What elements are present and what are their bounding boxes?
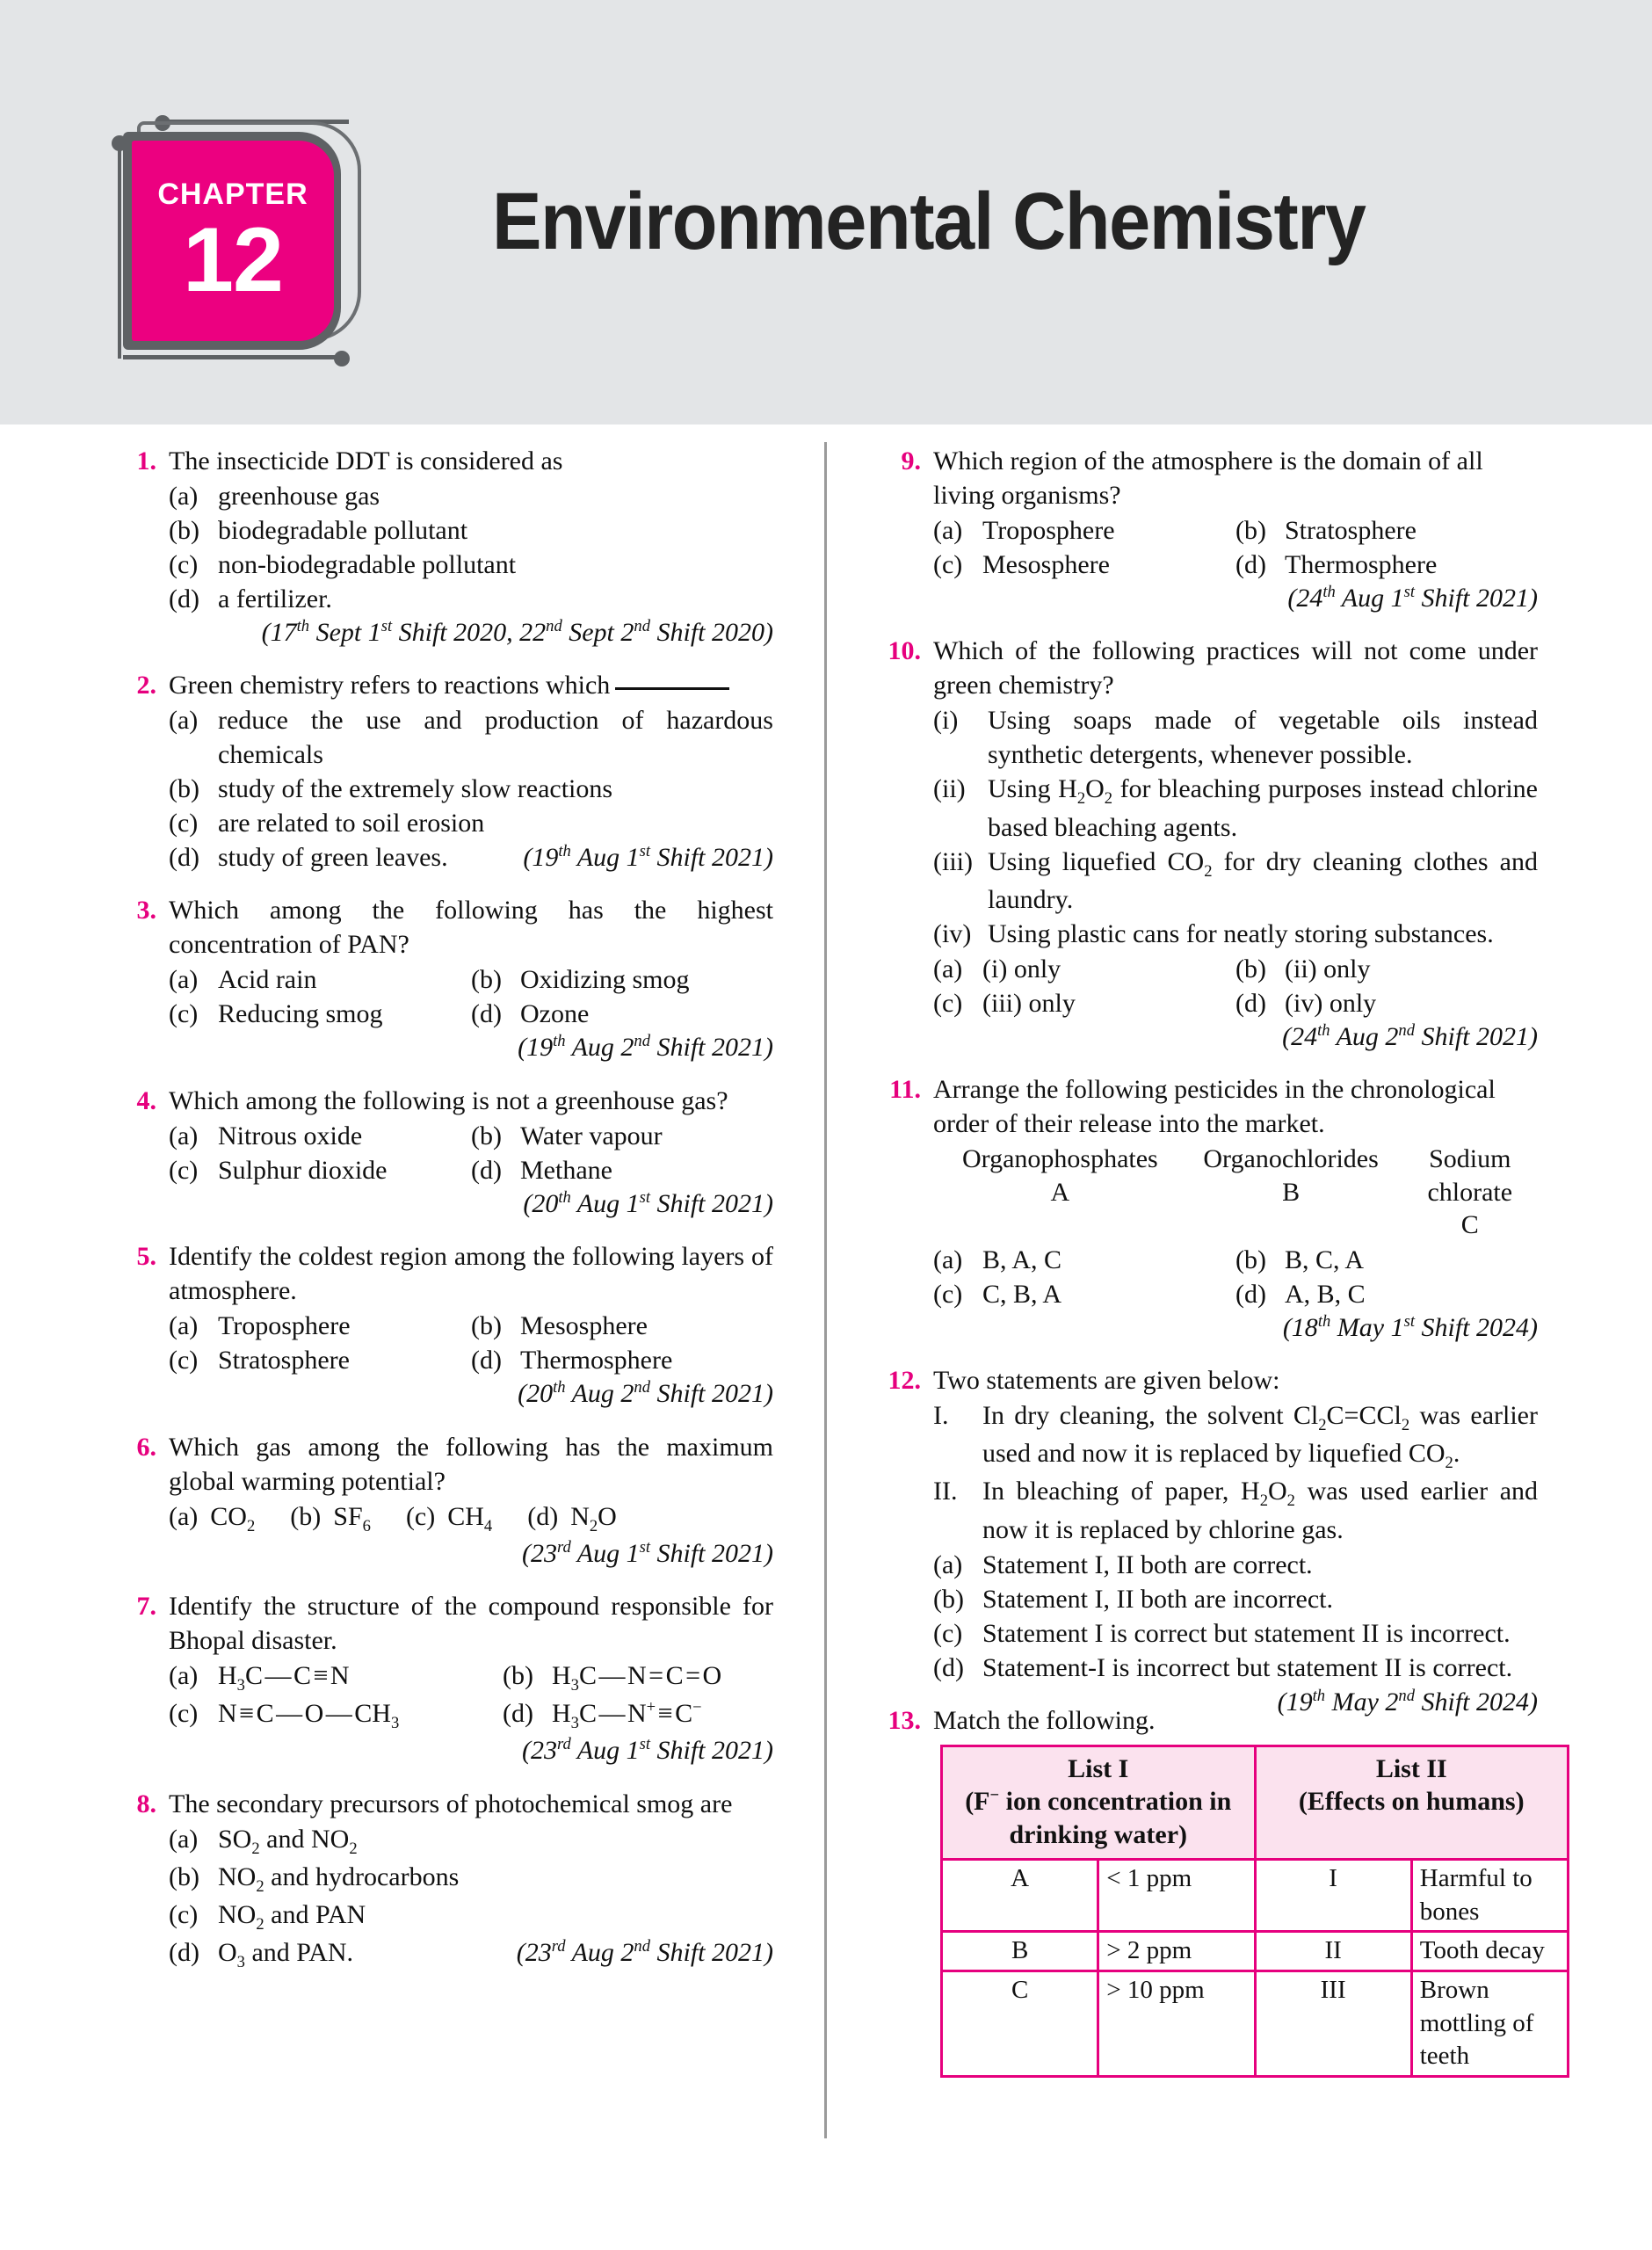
- option-text: biodegradable pollutant: [218, 516, 468, 545]
- row-value-right: Harmful to bones: [1411, 1860, 1568, 1932]
- option-d[interactable]: [933, 1651, 1538, 1717]
- question-source: (23rd Aug 2nd Shift 2021): [496, 1937, 773, 1968]
- question-1: [105, 444, 773, 650]
- question-stem: Which region of the atmosphere is the domain of all living organisms?: [933, 446, 1483, 510]
- option-label: (a): [933, 954, 963, 983]
- option-grid: [169, 1309, 773, 1377]
- option-grid: [169, 1119, 773, 1187]
- pesticide-diagram: [940, 1143, 1538, 1242]
- option-text: C, B, A: [982, 1279, 1062, 1309]
- badge-dot-bottom-icon: [334, 351, 350, 367]
- option-text: Troposphere: [218, 1311, 351, 1341]
- option-list: [933, 1548, 1538, 1717]
- list-ii-subtitle: (Effects on humans): [1298, 1787, 1525, 1817]
- question-number: 10.: [888, 636, 921, 666]
- list-i-header: [942, 1746, 1256, 1860]
- row-key-right: II: [1255, 1932, 1411, 1971]
- option-text: (iii) only: [982, 988, 1076, 1018]
- option-c[interactable]: [933, 548, 1235, 582]
- question-source: (23rd Aug 1st Shift 2021): [521, 1735, 773, 1766]
- option-list: [169, 479, 773, 616]
- question-source: (20th Aug 1st Shift 2021): [523, 1187, 773, 1218]
- list-ii-title: List II: [1375, 1753, 1447, 1783]
- question-number: 4.: [136, 1085, 156, 1115]
- question-number: 8.: [136, 1789, 156, 1818]
- statement-iv: [933, 917, 1538, 951]
- question-number: 3.: [136, 896, 156, 925]
- option-text: Sulphur dioxide: [218, 1155, 388, 1185]
- option-text: study of green leaves.: [218, 843, 448, 873]
- table-row: [942, 1971, 1569, 2077]
- option-a[interactable]: [933, 1243, 1235, 1277]
- row-value-right: Brown mottling of teeth: [1411, 1971, 1568, 2077]
- option-b[interactable]: [503, 1658, 773, 1696]
- option-c[interactable]: [169, 806, 773, 840]
- option-c[interactable]: [169, 1153, 471, 1187]
- list-i-subtitle: (F− ion concentration in drinking water): [965, 1786, 1232, 1849]
- option-text: Reducing smog: [218, 999, 383, 1029]
- option-text: are related to soil erosion: [218, 809, 485, 838]
- option-text: Statement I is correct but statement II is incorrect.: [982, 1618, 1511, 1648]
- option-grid: [933, 1243, 1538, 1311]
- option-label: (c): [933, 1618, 963, 1648]
- option-a[interactable]: [933, 952, 1235, 986]
- option-text: Thermosphere: [520, 1346, 673, 1375]
- option-text: Acid rain: [218, 965, 317, 995]
- row-key-right: I: [1255, 1860, 1411, 1932]
- pesticide-name: Organochlorides: [1203, 1144, 1379, 1174]
- question-source: (19th Aug 1st Shift 2021): [503, 842, 773, 873]
- option-c[interactable]: [169, 1343, 471, 1377]
- option-b[interactable]: [1235, 952, 1538, 986]
- option-text: $H_3C$ — N = C = O: [552, 1661, 722, 1695]
- pesticide-name: Organophosphates: [961, 1144, 1158, 1174]
- option-c[interactable]: [406, 1499, 492, 1537]
- option-label: (a): [169, 1661, 199, 1691]
- option-label: (c): [169, 1346, 199, 1375]
- option-d[interactable]: [471, 1153, 773, 1187]
- option-label: (b): [471, 1311, 502, 1341]
- option-text: Statement-I is incorrect but statement II is correct. (19th May 2nd Shift 2024): [982, 1653, 1512, 1682]
- option-label: (a): [933, 1550, 963, 1579]
- option-label: (a): [933, 1245, 963, 1274]
- column-divider: [824, 442, 827, 2138]
- option-d[interactable]: [169, 1935, 773, 1973]
- fill-blank: [615, 687, 729, 690]
- option-label: (b): [1235, 516, 1266, 545]
- statement-text: Using $H_2O_2$ for bleaching purposes instead chlorine based bleaching agents.: [988, 774, 1538, 842]
- option-b[interactable]: [471, 1119, 773, 1153]
- statement-label: (i): [933, 706, 959, 736]
- option-text: reduce the use and production of hazardous chemicals: [218, 706, 773, 770]
- question-source: (23rd Aug 1st Shift 2021): [521, 1537, 773, 1568]
- option-text: (ii) only: [1285, 954, 1371, 983]
- option-d[interactable]: [1235, 986, 1538, 1020]
- option-label: (c): [169, 1155, 199, 1185]
- option-label: (a): [169, 482, 199, 511]
- question-source: (17th Sept 1st Shift 2020, 22nd Sept 2nd Shift 2020): [261, 617, 773, 647]
- question-source: (19th May 2nd Shift 2024): [1231, 1686, 1538, 1717]
- option-label: (d): [471, 999, 502, 1029]
- question-stem: Which among the following has the highest concentration of PAN?: [169, 896, 773, 960]
- option-text: $SO_2$ and $NO_2$: [218, 1824, 358, 1858]
- question-stem: Which among the following is not a greenhouse gas?: [169, 1085, 728, 1115]
- table-row: [942, 1860, 1569, 1932]
- option-text: Ozone: [520, 999, 590, 1029]
- option-text: $SF_6$: [333, 1501, 371, 1535]
- option-c[interactable]: [933, 1277, 1235, 1311]
- option-label: (a): [933, 516, 963, 545]
- option-text: Methane: [520, 1155, 612, 1185]
- option-label: (b): [1235, 954, 1266, 983]
- option-label: (d): [1235, 988, 1266, 1018]
- option-label: (b): [169, 1862, 199, 1892]
- statement-list: [933, 1398, 1538, 1547]
- statement-label: (ii): [933, 774, 966, 804]
- option-label: (d): [169, 1938, 199, 1968]
- question-stem: Which of the following practices will not come under green chemistry?: [933, 636, 1538, 700]
- option-b[interactable]: [933, 1582, 1538, 1616]
- option-d[interactable]: [1235, 1277, 1538, 1311]
- option-label: (a): [169, 706, 199, 736]
- option-d[interactable]: [1235, 548, 1538, 582]
- question-number: 11.: [889, 1075, 921, 1105]
- option-row: [169, 1499, 773, 1537]
- row-key-right: III: [1255, 1971, 1411, 2077]
- statement-i: [933, 703, 1538, 772]
- option-b[interactable]: [169, 513, 773, 548]
- option-b[interactable]: [169, 772, 773, 806]
- option-grid: [933, 952, 1538, 1020]
- option-a[interactable]: [169, 479, 773, 513]
- option-label: (b): [503, 1661, 533, 1691]
- question-13: [870, 1703, 1545, 2079]
- option-text: A, B, C: [1285, 1279, 1366, 1309]
- option-text: Statement I, II both are correct.: [982, 1550, 1313, 1579]
- statement-ii: [933, 1474, 1538, 1546]
- option-list: [169, 1822, 773, 1974]
- pesticide-c: [1402, 1143, 1538, 1242]
- badge-rule-left: [118, 141, 121, 359]
- option-text: study of the extremely slow reactions: [218, 774, 613, 804]
- option-text: B, C, A: [1285, 1245, 1365, 1274]
- statement-label: II.: [933, 1477, 958, 1506]
- row-value-left: > 2 ppm: [1098, 1932, 1255, 1971]
- option-text: $CO_2$: [210, 1501, 256, 1535]
- table-row: [942, 1932, 1569, 1971]
- option-label: (d): [1235, 550, 1266, 579]
- statement-text: Using liquefied $CO_2$ for dry cleaning clothes and laundry.: [988, 846, 1538, 914]
- left-column: [105, 444, 773, 1992]
- option-text: Water vapour: [520, 1121, 663, 1150]
- pesticide-b: [1180, 1143, 1402, 1242]
- option-text: (iv) only: [1285, 988, 1377, 1018]
- question-5: [105, 1239, 773, 1411]
- option-text: Stratosphere: [1285, 516, 1417, 545]
- option-text: Statement I, II both are incorrect.: [982, 1584, 1333, 1614]
- option-label: (b): [290, 1501, 322, 1531]
- question-number: 7.: [136, 1592, 156, 1622]
- option-label: (c): [405, 1501, 436, 1531]
- option-d[interactable]: [169, 582, 773, 616]
- match-table: [940, 1745, 1569, 2079]
- option-text: $CH_4$: [447, 1501, 493, 1535]
- question-9: [870, 444, 1538, 615]
- question-stem: Arrange the following pesticides in the chronological order of their release into the market.: [933, 1075, 1496, 1139]
- option-label: (b): [933, 1584, 964, 1614]
- pesticide-a: [940, 1143, 1180, 1242]
- option-d[interactable]: [471, 997, 773, 1031]
- option-c[interactable]: [933, 986, 1235, 1020]
- statement-i: [933, 1398, 1538, 1474]
- option-label: (d): [503, 1699, 533, 1729]
- list-i-title: List I: [1068, 1753, 1129, 1783]
- option-label: (c): [933, 550, 963, 579]
- chapter-number: 12: [183, 209, 283, 311]
- page-title: Environmental Chemistry: [492, 177, 1366, 266]
- question-number: 5.: [136, 1242, 156, 1272]
- option-a[interactable]: [169, 962, 471, 997]
- table-header: [942, 1746, 1569, 1860]
- option-label: (b): [169, 516, 199, 545]
- option-b[interactable]: [471, 962, 773, 997]
- option-label: (c): [169, 550, 199, 579]
- option-text: greenhouse gas: [218, 482, 380, 511]
- statement-text: In bleaching of paper, $H_2O_2$ was used earlier and now it is replaced by chlorine gas.: [982, 1477, 1539, 1544]
- question-source: (20th Aug 2nd Shift 2021): [518, 1378, 773, 1409]
- question-stem: The secondary precursors of photochemical smog are: [169, 1789, 733, 1818]
- chapter-badge: [104, 104, 376, 359]
- option-label: (a): [169, 1311, 199, 1341]
- option-text: Thermosphere: [1285, 550, 1438, 579]
- option-text: $NO_2$ and hydrocarbons: [218, 1862, 460, 1897]
- row-key-left: A: [942, 1860, 1098, 1932]
- option-label: (a): [169, 1824, 199, 1854]
- question-2: [105, 668, 773, 875]
- statement-text: In dry cleaning, the solvent $Cl_2C=CCl_2$ was earlier used and now it is replaced by liquefied $CO_2$.: [982, 1401, 1538, 1473]
- pesticide-letter: A: [1050, 1177, 1070, 1207]
- question-8: [105, 1787, 773, 1974]
- option-b[interactable]: [1235, 513, 1538, 548]
- option-label: (c): [169, 1699, 199, 1729]
- badge-tile: [132, 141, 334, 341]
- option-label: (b): [471, 1121, 502, 1150]
- list-ii-header: [1255, 1746, 1569, 1860]
- question-source: (18th May 1st Shift 2024): [1282, 1311, 1538, 1342]
- option-label: (c): [169, 999, 199, 1029]
- pesticide-name: Sodium chlorate: [1427, 1144, 1513, 1207]
- option-a[interactable]: [933, 513, 1235, 548]
- option-text: $H_3C$ — C ≡ N: [218, 1661, 350, 1695]
- option-d[interactable]: [527, 1499, 617, 1537]
- statement-text: Using soaps made of vegetable oils instead synthetic detergents, whenever possible.: [988, 706, 1538, 770]
- option-text: N ≡ C — O — $CH_3$: [218, 1699, 400, 1733]
- question-source: (24th Aug 1st Shift 2021): [1287, 583, 1538, 613]
- option-text: Nitrous oxide: [218, 1121, 363, 1150]
- statement-ii: [933, 772, 1538, 844]
- pesticide-letter: B: [1282, 1177, 1301, 1207]
- statement-label: (iv): [933, 918, 972, 948]
- option-label: (b): [1235, 1245, 1266, 1274]
- row-key-left: B: [942, 1932, 1098, 1971]
- option-a[interactable]: [169, 1309, 471, 1343]
- option-label: (d): [933, 1652, 964, 1682]
- option-text: Stratosphere: [218, 1346, 350, 1375]
- option-a[interactable]: [933, 1548, 1538, 1582]
- question-3: [105, 893, 773, 1064]
- badge-rule-bottom: [123, 355, 343, 359]
- row-value-right: Tooth decay: [1411, 1932, 1568, 1971]
- statement-label: I.: [933, 1401, 949, 1431]
- row-value-left: > 10 ppm: [1098, 1971, 1255, 2077]
- option-text: non-biodegradable pollutant: [218, 550, 517, 579]
- option-label: (a): [169, 965, 199, 995]
- option-text: Mesosphere: [982, 550, 1110, 579]
- option-grid: [169, 1658, 773, 1734]
- question-stem: Match the following.: [933, 1705, 1156, 1735]
- question-number: 12.: [888, 1366, 921, 1396]
- question-stem-text: Green chemistry refers to reactions which: [169, 671, 611, 700]
- option-label: (c): [933, 988, 963, 1018]
- question-source: (24th Aug 2nd Shift 2021): [1282, 1020, 1538, 1051]
- chapter-header-band: [0, 0, 1652, 425]
- option-text: Oxidizing smog: [520, 965, 690, 995]
- option-text: a fertilizer.: [218, 584, 332, 613]
- option-a[interactable]: [169, 1499, 255, 1537]
- option-c[interactable]: [933, 1616, 1538, 1651]
- option-text: $N_2O$: [570, 1501, 617, 1535]
- question-stem: Identify the coldest region among the following layers of atmosphere.: [169, 1242, 773, 1306]
- statement-iii: [933, 845, 1538, 917]
- question-number: 1.: [136, 446, 156, 475]
- option-text: (i) only: [982, 954, 1061, 983]
- question-11: [870, 1072, 1538, 1345]
- option-c[interactable]: [169, 548, 773, 582]
- option-text: B, A, C: [982, 1245, 1062, 1274]
- pesticide-letter: C: [1460, 1210, 1479, 1240]
- question-10: [870, 634, 1538, 1054]
- option-grid: [933, 513, 1538, 582]
- right-column: [870, 444, 1545, 2096]
- option-c[interactable]: [169, 997, 471, 1031]
- option-label: (d): [169, 843, 199, 873]
- row-key-left: C: [942, 1971, 1098, 2077]
- option-text: $NO_2$ and PAN: [218, 1900, 366, 1934]
- option-d[interactable]: [503, 1696, 773, 1734]
- option-a[interactable]: [169, 703, 773, 772]
- option-b[interactable]: [290, 1499, 371, 1537]
- option-text: Troposphere: [982, 516, 1115, 545]
- question-stem: Which gas among the following has the maximum global warming potential?: [169, 1432, 773, 1496]
- question-stem: The insecticide DDT is considered as: [169, 446, 563, 475]
- option-label: (d): [169, 584, 199, 613]
- option-list: [169, 703, 773, 875]
- question-12: [870, 1363, 1539, 1717]
- option-label: (d): [471, 1155, 502, 1185]
- option-text: $O_3$ and PAN.: [218, 1938, 354, 1972]
- question-number: 2.: [136, 671, 156, 700]
- table-body: [942, 1860, 1569, 2077]
- chapter-word: CHAPTER: [157, 178, 308, 211]
- option-label: (b): [471, 965, 502, 995]
- question-stem: Two statements are given below:: [933, 1366, 1280, 1396]
- statement-list: [933, 703, 1538, 950]
- option-b[interactable]: [169, 1860, 773, 1898]
- option-d[interactable]: [471, 1343, 773, 1377]
- option-label: (a): [169, 1121, 199, 1150]
- question-number: 13.: [888, 1705, 921, 1735]
- option-d[interactable]: [169, 840, 773, 875]
- option-label: (c): [169, 1900, 199, 1930]
- option-c[interactable]: [169, 1898, 773, 1935]
- question-stem: [169, 668, 773, 702]
- option-label: (c): [169, 809, 199, 838]
- question-6: [105, 1430, 773, 1571]
- question-source: (19th Aug 2nd Shift 2021): [518, 1032, 773, 1063]
- option-text: $H_3C$ — N+ ≡ C−: [552, 1698, 702, 1733]
- question-stem: Identify the structure of the compound responsible for Bhopal disaster.: [169, 1592, 773, 1656]
- question-4: [105, 1084, 773, 1221]
- option-label: (a): [169, 1501, 199, 1531]
- option-c[interactable]: [169, 1696, 503, 1734]
- question-7: [105, 1589, 773, 1768]
- option-label: (d): [1235, 1279, 1266, 1309]
- option-b[interactable]: [471, 1309, 773, 1343]
- option-label: (b): [169, 774, 199, 804]
- option-label: (d): [471, 1346, 502, 1375]
- statement-text: Using plastic cans for neatly storing substances.: [988, 918, 1494, 948]
- table-header-row: [942, 1746, 1569, 1860]
- statement-label: (iii): [933, 846, 973, 876]
- option-grid: [169, 962, 773, 1031]
- row-value-left: < 1 ppm: [1098, 1860, 1255, 1932]
- option-a[interactable]: [169, 1119, 471, 1153]
- question-number: 9.: [901, 446, 921, 475]
- option-label: (d): [527, 1501, 559, 1531]
- option-a[interactable]: [169, 1658, 503, 1696]
- option-label: (c): [933, 1279, 963, 1309]
- option-a[interactable]: [169, 1822, 773, 1860]
- question-content: [0, 425, 1652, 2250]
- question-number: 6.: [136, 1432, 156, 1462]
- option-text: Mesosphere: [520, 1311, 648, 1341]
- option-b[interactable]: [1235, 1243, 1538, 1277]
